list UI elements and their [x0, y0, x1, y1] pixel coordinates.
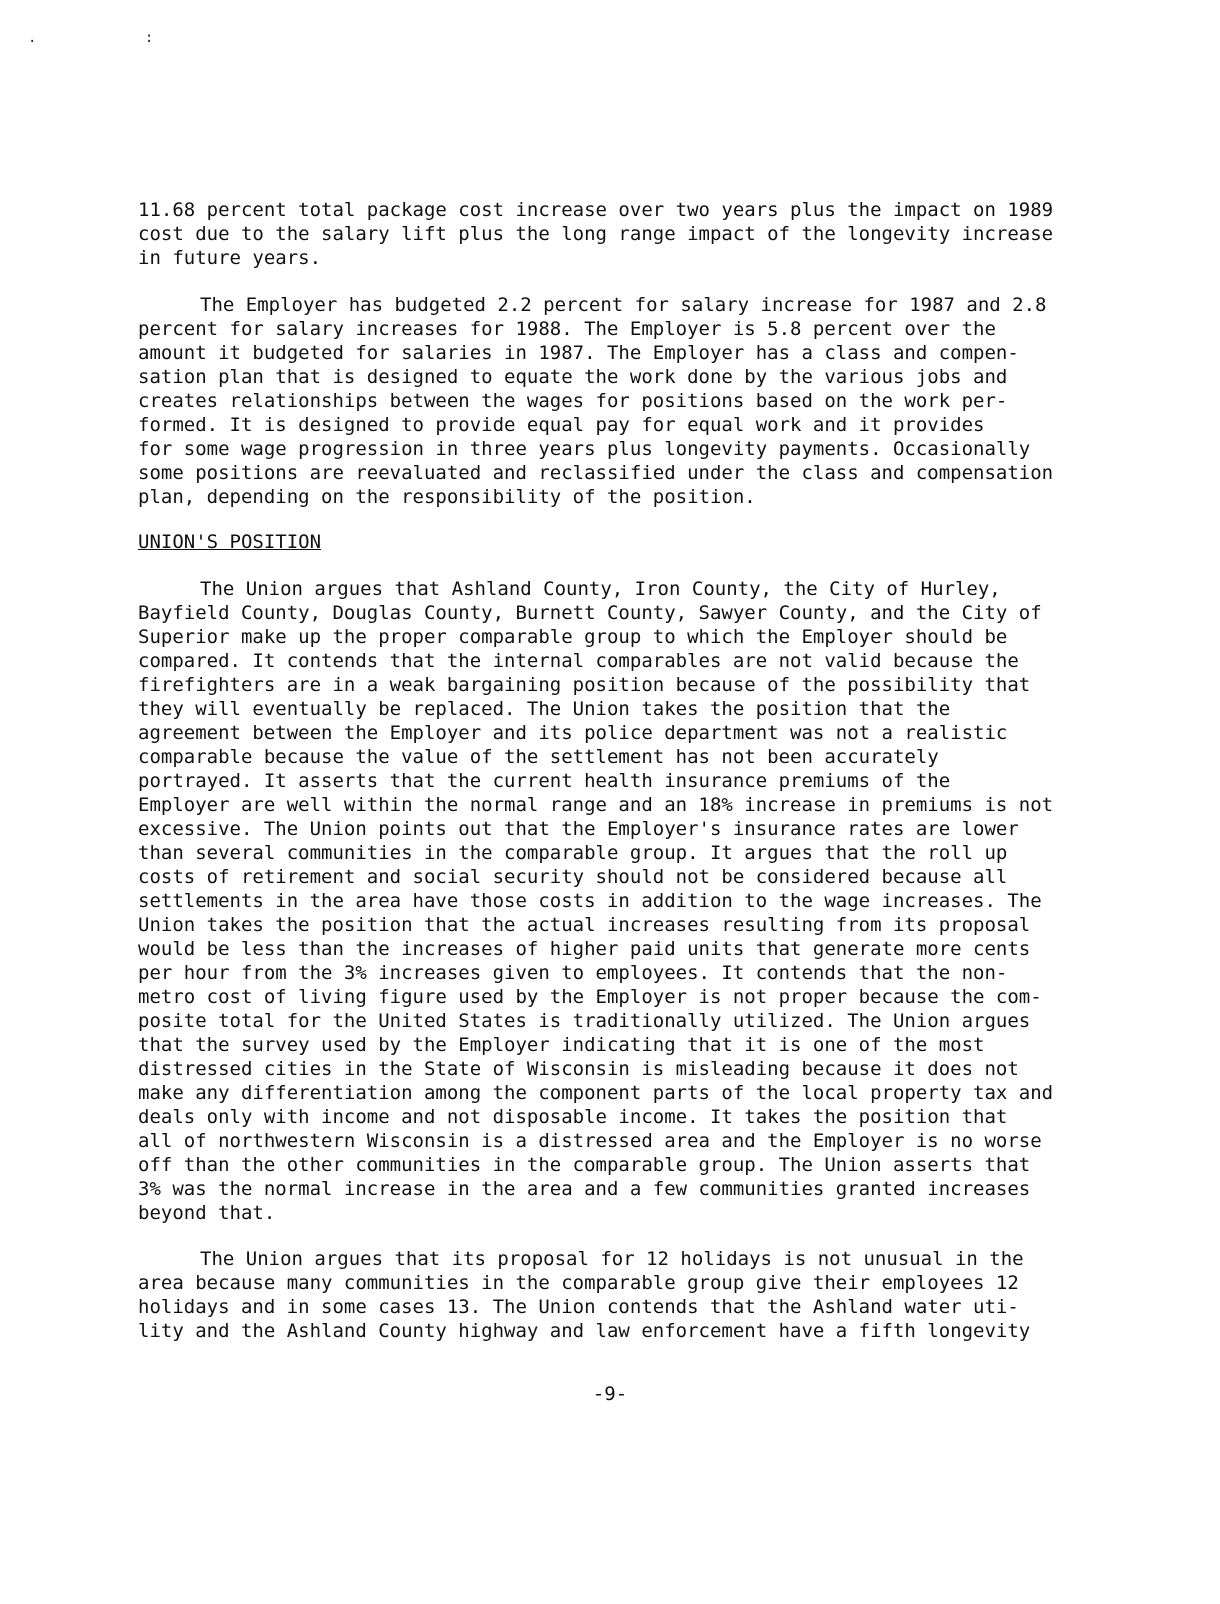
paragraph-line: comparable because the value of the settlement has not been accurately: [138, 746, 939, 768]
paragraph-line: some positions are reevaluated and reclassified under the class and compensation: [138, 462, 1054, 484]
paragraph-line: The Union argues that Ashland County, Iron County, the City of Hurley,: [200, 578, 1001, 600]
paragraph-line: sation plan that is designed to equate the work done by the various jobs and: [138, 366, 1008, 388]
paragraph-line: Superior make up the proper comparable group to which the Employer should be: [138, 626, 1008, 648]
paragraph-line: plan, depending on the responsibility of the position.: [138, 486, 756, 508]
paragraph-line: posite total for the United States is traditionally utilized. The Union argues: [138, 1010, 1031, 1032]
paragraph-line: compared. It contends that the internal comparables are not valid because the: [138, 650, 1019, 672]
page-number: -9-: [592, 1383, 628, 1405]
paragraph-line: costs of retirement and social security should not be considered because all: [138, 866, 1008, 888]
paragraph-line: all of northwestern Wisconsin is a distressed area and the Employer is no worse: [138, 1130, 1042, 1152]
paragraph-line: formed. It is designed to provide equal pay for equal work and it provides: [138, 414, 985, 436]
paragraph-line: deals only with income and not disposable income. It takes the position that: [138, 1106, 1008, 1128]
paragraph-line: for some wage progression in three years plus longevity payments. Occasionally: [138, 438, 1031, 460]
paragraph-line: amount it budgeted for salaries in 1987. The Employer has a class and compen-: [138, 342, 1019, 364]
paragraph-line: beyond that.: [138, 1202, 276, 1224]
section-heading: UNION'S POSITION: [138, 531, 322, 553]
paragraph-line: off than the other communities in the comparable group. The Union asserts that: [138, 1154, 1031, 1176]
paragraph-line: make any differentiation among the component parts of the local property tax and: [138, 1082, 1054, 1104]
paragraph-line: lity and the Ashland County highway and law enforcement have a fifth longevity: [138, 1320, 1031, 1342]
paragraph-line: would be less than the increases of higher paid units that generate more cents: [138, 938, 1031, 960]
scan-specks: . :: [28, 30, 204, 46]
paragraph-line: they will eventually be replaced. The Union takes the position that the: [138, 698, 951, 720]
paragraph-line: 3% was the normal increase in the area and a few communities granted increases: [138, 1178, 1031, 1200]
paragraph-line: per hour from the 3% increases given to employees. It contends that the non-: [138, 962, 1008, 984]
paragraph-line: creates relationships between the wages for positions based on the work per-: [138, 390, 1008, 412]
paragraph-line: firefighters are in a weak bargaining position because of the possibility that: [138, 674, 1031, 696]
paragraph-line: area because many communities in the comparable group give their employees 12: [138, 1272, 1019, 1294]
paragraph-line: portrayed. It asserts that the current health insurance premiums of the: [138, 770, 951, 792]
paragraph-line: settlements in the area have those costs in addition to the wage increases. The: [138, 890, 1042, 912]
paragraph-line: Bayfield County, Douglas County, Burnett County, Sawyer County, and the City of: [138, 602, 1042, 624]
paragraph-line: in future years.: [138, 247, 322, 269]
paragraph-line: The Employer has budgeted 2.2 percent for salary increase for 1987 and 2.8: [200, 294, 1047, 316]
paragraph-line: Employer are well within the normal range and an 18% increase in premiums is not: [138, 794, 1054, 816]
paragraph-line: 11.68 percent total package cost increase over two years plus the impact on 1989: [138, 199, 1054, 221]
paragraph-line: cost due to the salary lift plus the long range impact of the longevity increase: [138, 223, 1054, 245]
paragraph-line: holidays and in some cases 13. The Union contends that the Ashland water uti-: [138, 1296, 1019, 1318]
paragraph-line: agreement between the Employer and its police department was not a realistic: [138, 722, 1008, 744]
paragraph-line: distressed cities in the State of Wisconsin is misleading because it does not: [138, 1058, 1019, 1080]
paragraph-line: excessive. The Union points out that the Employer's insurance rates are lower: [138, 818, 1019, 840]
paragraph-line: than several communities in the comparable group. It argues that the roll up: [138, 842, 1008, 864]
paragraph-line: that the survey used by the Employer indicating that it is one of the most: [138, 1034, 985, 1056]
paragraph-line: The Union argues that its proposal for 12 holidays is not unusual in the: [200, 1248, 1024, 1270]
paragraph-line: Union takes the position that the actual increases resulting from its proposal: [138, 914, 1031, 936]
paragraph-line: percent for salary increases for 1988. The Employer is 5.8 percent over the: [138, 318, 996, 340]
paragraph-line: metro cost of living figure used by the Employer is not proper because the com-: [138, 986, 1042, 1008]
